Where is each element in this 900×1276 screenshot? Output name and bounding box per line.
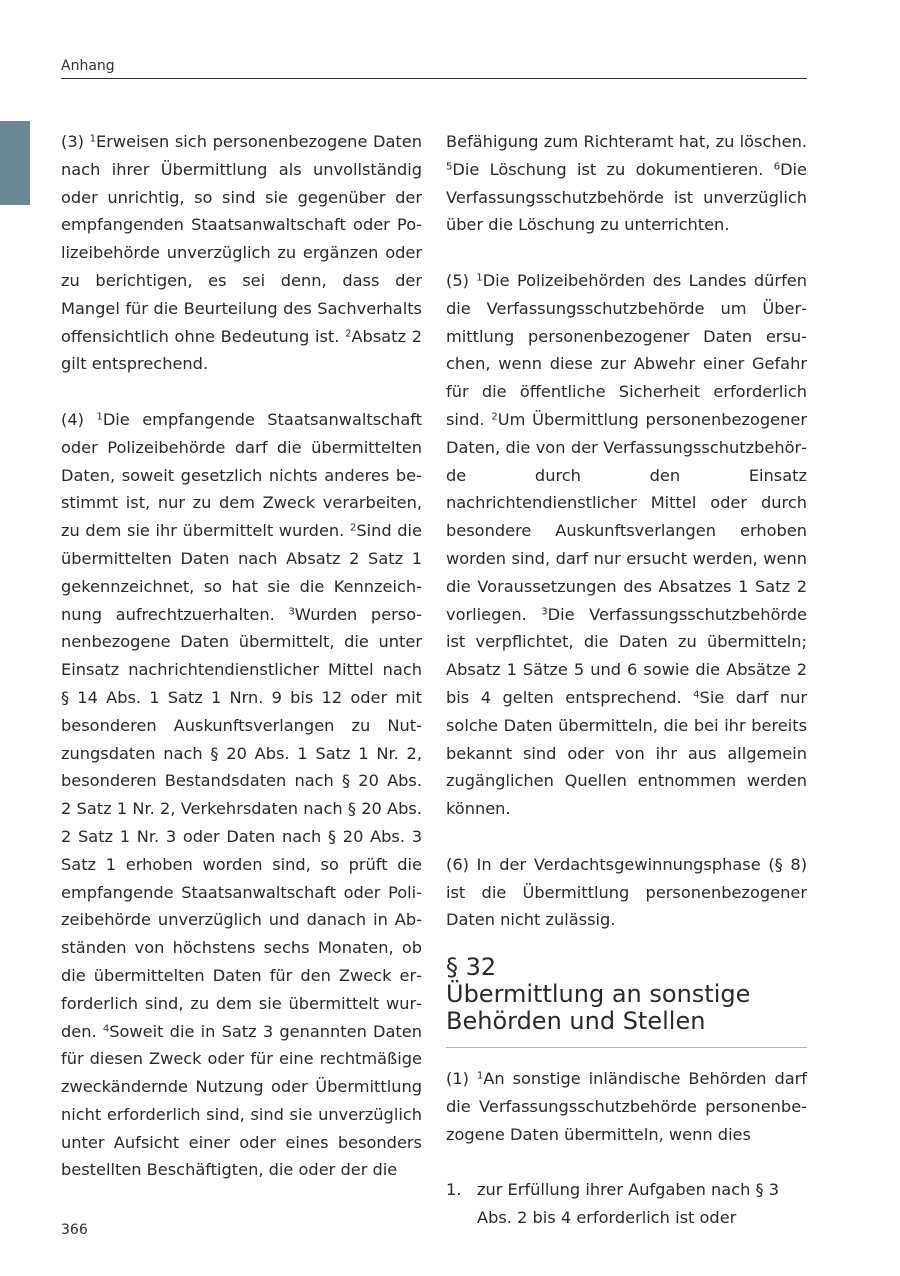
section-title-line-2: Behörden und Stellen xyxy=(446,1006,706,1035)
paragraph-6: (6) In der Verdachtsgewinnungsphase (§ 8) ist die Übermittlung personenbezogener Daten nicht zulässig. xyxy=(446,854,808,930)
paragraph-4: (4) $^1$Die empfangende Staatsanwaltschaft oder Polizeibehörde darf die übermittelten Daten, soweit gesetzlich nichts anderes bestimmt ist, nur zu dem Zweck verarbeiten, zu dem sie ihr übermittelt wurden. $^2$Sind die übermittelten Daten nach Absatz 2 Satz 1 gekennzeichnet, so hat sie die Kennzeichnung aufrechtzuerhalten. $^3$Wurden personenbezogene Daten übermittelt, die unter Einsatz nachrichtendienstlicher Mittel nach § 14 Abs. 1 Satz 1 Nrn. 9 bis 12 oder mit besonderen Auskunftsverlangen zu Nutzungsdaten nach § 20 Abs. 1 Satz 1 Nr. 2, besonderen Bestandsdaten nach § 20 Abs. 2 Satz 1 Nr. 2, Verkehrsdaten nach § 20 Abs. 2 Satz 1 Nr. 3 oder Daten nach § 20 Abs. 3 Satz 1 erhoben worden sind, so prüft die empfangende Staatsanwaltschaft oder Polizeibehörde unverzüglich und danach in Abständen von höchstens sechs Monaten, ob die übermittelten Daten für den Zweck erforderlich sind, zu dem sie übermittelt wurden. $^4$Soweit die in Satz 3 genannten Daten für diesen Zweck oder für eine rechtmäßige zweckändernde Nutzung oder Übermittlung nicht erforderlich sind, sind sie unverzüglich unter Aufsicht einer oder eines besonders bestellten Beschäftigten, die oder der die xyxy=(61,409,422,1180)
paragraph-5: (5) $^1$Die Polizeibehörden des Landes dürfen die Verfassungsschutzbehörde um Übermittlung personenbezogener Daten ersuchen, wenn diese zur Abwehr einer Gefahr für die öffentliche Sicherheit erforderlich sind. $^2$Um Übermittlung personenbezogener Daten, die von der Verfassungsschutzbehörde durch den Einsatz nachrichtendienstlicher Mittel oder durch besondere Auskunftsverlangen erhoben worden sind, darf nur ersucht werden, wenn die Voraussetzungen des Absatzes 1 Satz 2 vorliegen. $^3$Die Verfassungsschutzbehörde ist verpflichtet, die Daten zu übermitteln; Absatz 1 Sätze 5 und 6 sowie die Absätze 2 bis 4 gelten entsprechend. $^4$Sie darf nur solche Daten übermitteln, die bei ihr bereits bekannt sind oder von ihr aus allgemein zugänglichen Quellen entnommen werden können. xyxy=(446,270,808,819)
chapter-tab-marker xyxy=(0,121,30,205)
section-number: § 32 xyxy=(446,952,497,981)
left-column xyxy=(61,128,422,1184)
page-number: 366 xyxy=(61,1222,88,1238)
section-title-line-1: Übermittlung an sonstige xyxy=(446,979,751,1008)
paragraph-3: (3) $^1$Erweisen sich personenbezogene Daten nach ihrer Übermittlung als unvollständig oder unrichtig, so sind sie gegenüber der empfangenden Staatsanwaltschaft oder Polizeibehörde unverzüglich zu ergänzen oder zu berichtigen, es sei denn, dass der Mangel für die Beurteilung des Sachverhalts offensichtlich ohne Bedeutung ist. $^2$Absatz 2 gilt entsprechend. xyxy=(61,132,422,374)
list-item: 1. zur Erfüllung ihrer Aufgaben nach § 3 Abs. 2 bis 4 erforderlich ist oder xyxy=(446,1180,780,1227)
right-column xyxy=(446,128,807,1232)
running-header: Anhang xyxy=(61,58,807,79)
enumerated-list xyxy=(446,1176,807,1232)
paragraph-4-continued: Befähigung zum Richteramt hat, zu löschen. $^5$Die Löschung ist zu dokumentieren. $^6$Die Verfassungsschutzbehörde ist unverzüglich über die Löschung zu unterrichten. xyxy=(446,132,807,235)
section-32-paragraph-1: (1) $^1$An sonstige inländische Behörden darf die Verfassungsschutzbehörde personenbezogene Daten übermitteln, wenn dies xyxy=(446,1068,807,1144)
section-heading xyxy=(446,954,807,1048)
